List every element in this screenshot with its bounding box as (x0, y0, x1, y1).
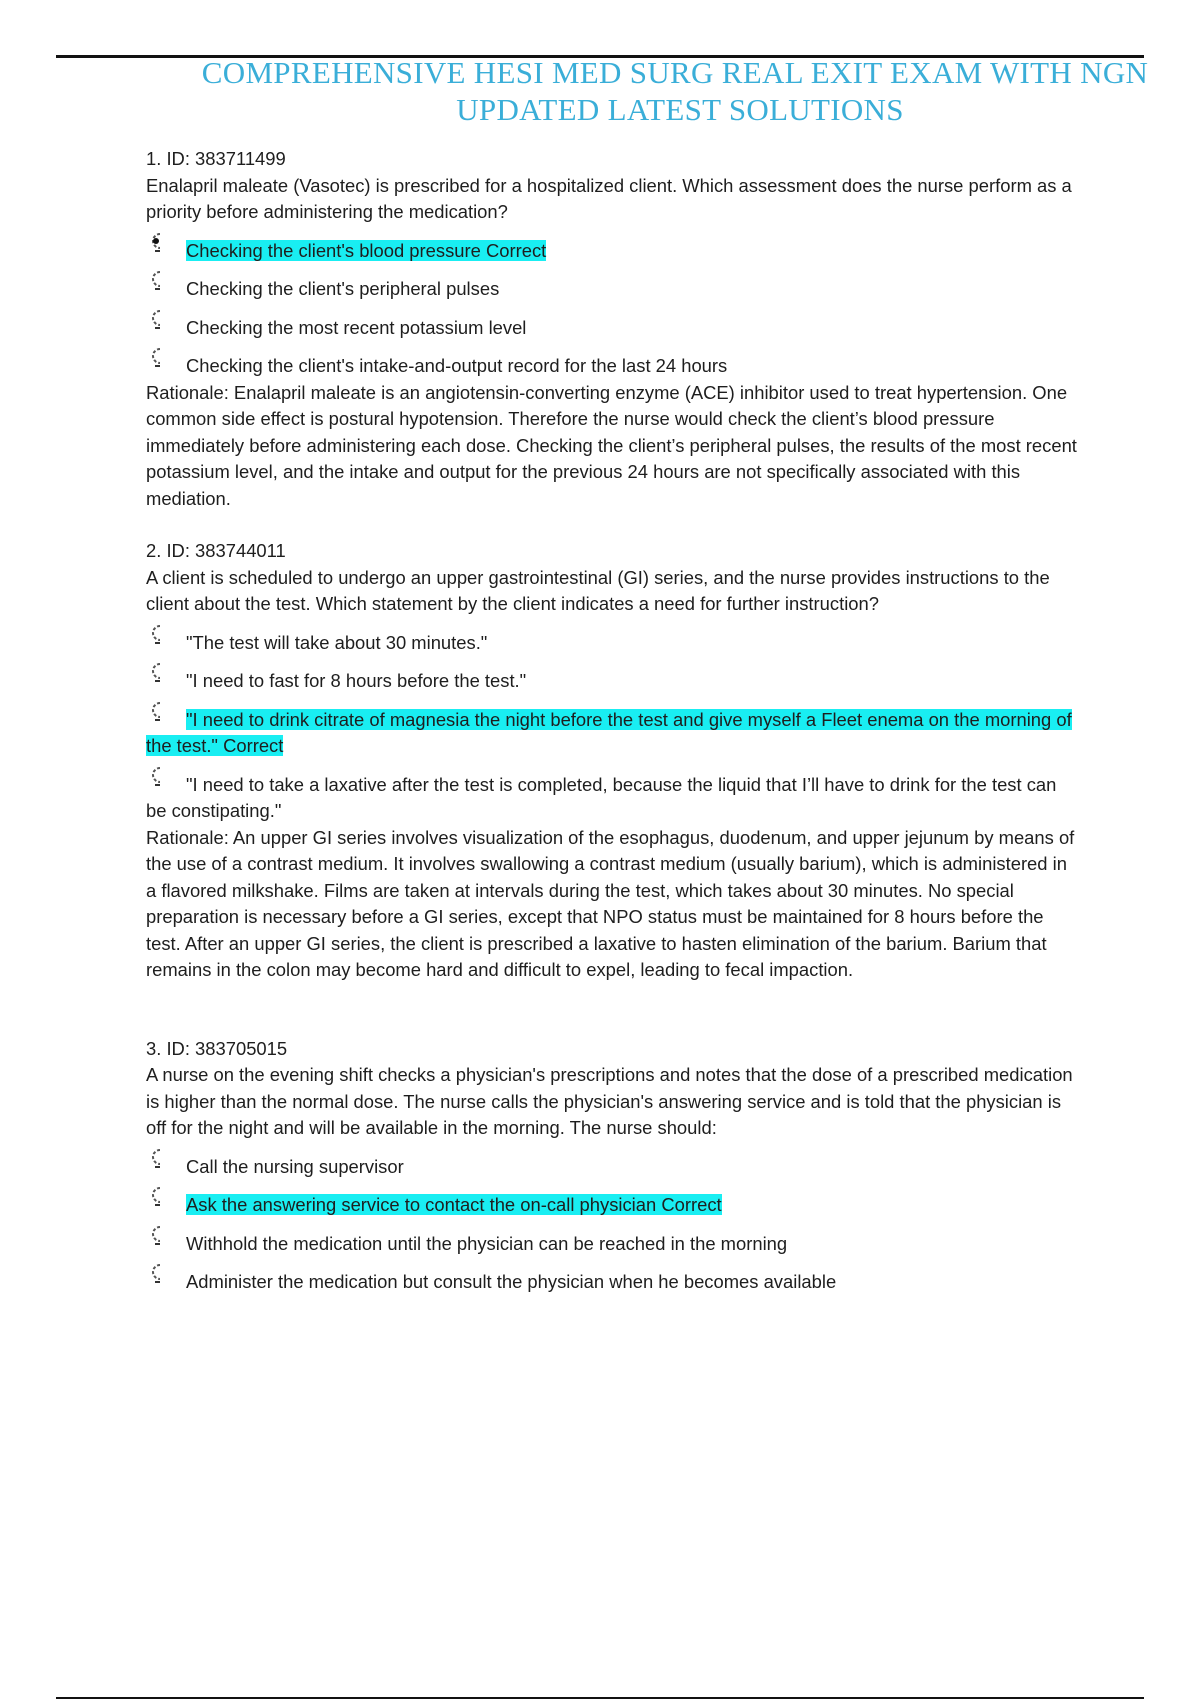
question-id: 3. ID: 383705015 (146, 1037, 288, 1059)
radio-unselected-icon[interactable] (146, 307, 168, 331)
document-title-line1: COMPREHENSIVE HESI MED SURG REAL EXIT EXAM WITH NGN (201, 55, 1149, 90)
rationale-text: Rationale: An upper GI series involves visualization of the esophagus, duodenum, and upper jejunum by means of the use of a contrast medium. It involves swallowing a contrast medium (usually barium), which is administered in a flavored milkshake. Films are taken at intervals during the test, which takes about 30 minutes. No special preparation is necessary before a GI series, except that NPO status must be maintained for 8 hours before the test. After an upper GI series, the client is prescribed a laxative to hasten elimination of the barium. Barium that remains in the colon may become hard and difficult to expel, leading to fecal impaction. (146, 826, 1075, 980)
answer-option[interactable] (146, 1231, 1081, 1258)
radio-unselected-icon[interactable] (146, 1261, 168, 1285)
question-1 (146, 146, 1081, 512)
question-id: 2. ID: 383744011 (146, 540, 286, 561)
option-text: Checking the most recent potassium level (186, 316, 527, 338)
rationale-text: Rationale: Enalapril maleate is an angiotensin-converting enzyme (ACE) inhibitor used to treat hypertension. One common side effect is postural hypotension. Therefore the nurse would check the client’s blood pressure immediately before administering each dose. Checking the client’s peripheral pulses, the results of the most recent potassium level, and the intake and output for the previous 24 hours are not specifically associated with this mediation. (146, 381, 1077, 509)
question-stem: Enalapril maleate (Vasotec) is prescribed for a hospitalized client. Which assessment does the nurse perform as a priority before administering the medication? (146, 174, 1072, 222)
radio-unselected-icon[interactable] (146, 1223, 168, 1247)
question-stem: A client is scheduled to undergo an upper gastrointestinal (GI) series, and the nurse provides instructions to the client about the test. Which statement by the client indicates a need for further instruction? (146, 566, 1050, 614)
answer-option[interactable] (146, 1192, 1081, 1219)
radio-unselected-icon[interactable] (146, 699, 168, 723)
option-text: "I need to take a laxative after the test is completed, because the liquid that I’ll have to drink for the test can be constipating." (146, 773, 1057, 821)
question-id: 1. ID: 383711499 (146, 148, 286, 169)
option-text: Checking the client's intake-and-output record for the last 24 hours (186, 355, 728, 376)
radio-unselected-icon[interactable] (146, 764, 168, 788)
radio-unselected-icon[interactable] (146, 622, 168, 646)
answer-option[interactable] (146, 276, 1081, 303)
option-text: Checking the client's blood pressure Correct (186, 239, 547, 261)
option-text: Withhold the medication until the physician can be reached in the morning (186, 1232, 788, 1254)
question-3 (146, 1036, 1081, 1296)
answer-option[interactable] (146, 1154, 1081, 1181)
answer-option[interactable] (146, 353, 1081, 380)
answer-option[interactable] (146, 238, 1081, 265)
document-content (146, 146, 1081, 1322)
radio-unselected-icon[interactable] (146, 1146, 168, 1170)
document-title-line2: UPDATED LATEST SOLUTIONS (456, 92, 904, 127)
option-text: "The test will take about 30 minutes." (186, 631, 488, 653)
footer-rule (56, 1697, 1144, 1699)
radio-unselected-icon[interactable] (146, 345, 168, 369)
option-text: Administer the medication but consult the physician when he becomes available (186, 1271, 837, 1292)
radio-unselected-icon[interactable] (146, 660, 168, 684)
answer-option[interactable] (146, 772, 1081, 825)
option-text: Checking the client's peripheral pulses (186, 278, 500, 299)
answer-option[interactable] (146, 315, 1081, 342)
option-text: "I need to drink citrate of magnesia the night before the test and give myself a Fleet enema on the morning of the test." Correct (146, 708, 1072, 756)
answer-option[interactable] (146, 630, 1081, 657)
answer-option[interactable] (146, 668, 1081, 695)
answer-option[interactable] (146, 1269, 1081, 1296)
question-2 (146, 538, 1081, 984)
option-text: Call the nursing supervisor (186, 1155, 404, 1177)
option-text: Ask the answering service to contact the on-call physician Correct (186, 1194, 722, 1215)
radio-unselected-icon[interactable] (146, 268, 168, 292)
option-text: "I need to fast for 8 hours before the test." (186, 670, 527, 691)
answer-option[interactable] (146, 707, 1081, 760)
question-stem: A nurse on the evening shift checks a physician's prescriptions and notes that the dose of a prescribed medication is higher than the normal dose. The nurse calls the physician's answering service and is told that the physician is off for the night and will be available in the morning. The nurse should: (146, 1064, 1073, 1138)
radio-unselected-icon[interactable] (146, 1184, 168, 1208)
radio-selected-icon[interactable] (146, 230, 168, 254)
